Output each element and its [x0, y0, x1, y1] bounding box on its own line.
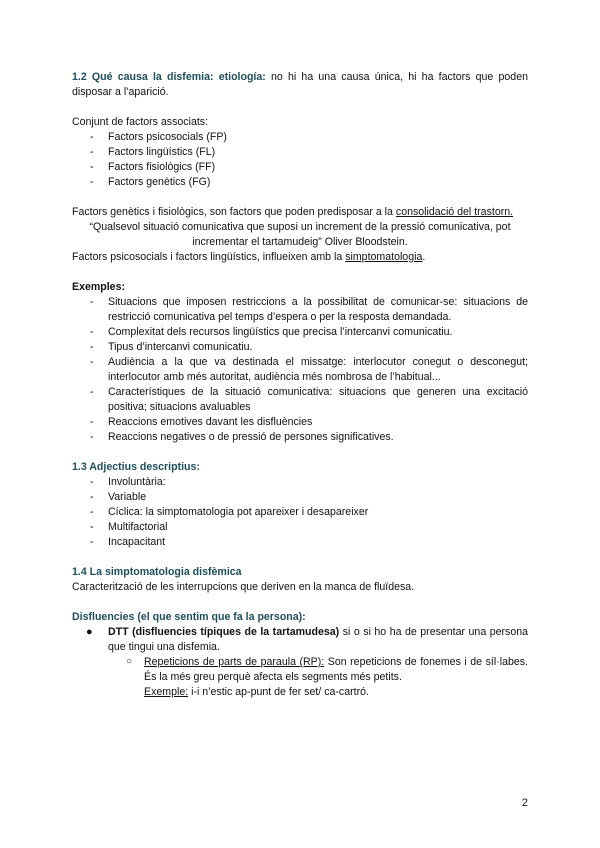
section-1-2 — [72, 70, 528, 100]
list-item: - Factors lingüístics (FL) — [72, 145, 528, 160]
section-1-2-text: no hi ha una causa única, hi ha factors que poden disposar a l’aparició. — [72, 71, 528, 98]
adjectives-list — [72, 475, 528, 550]
section-1-4-heading: 1.4 La simptomatologia disfèmica — [72, 566, 242, 578]
list-item: - Cíclica: la simptomatologia pot apareixer i desapareixer — [72, 505, 528, 520]
list-item: - Característiques de la situació comunicativa: situacions que generen una excitació positiva; situacions avaluables — [72, 385, 528, 415]
genetic-underlined-term: consolidació del trastorn. — [395, 206, 514, 218]
quote-line-2: incrementar el tartamudeig” Oliver Bloodstein. — [192, 236, 408, 248]
list-item: - Factors genètics (FG) — [72, 175, 528, 190]
rp-term: Repeticions de parts de paraula (RP): — [144, 656, 325, 668]
examples-title: Exemples: — [72, 281, 125, 293]
list-item: - Complexitat dels recursos lingüístics que precisa l’intercanvi comunicatiu. — [72, 325, 528, 340]
example-label: Exemple: — [144, 686, 189, 698]
dtt-bullet — [72, 625, 528, 655]
rp-subbullet — [72, 655, 528, 685]
disfluencies-heading: Disfluencies (el que sentim que fa la persona): — [72, 611, 306, 623]
psychosocial-text: Factors psicosocials i factors lingüístics, influeixen amb la — [72, 251, 343, 263]
psychosocial-paragraph — [72, 250, 528, 265]
quote-line-1: “Qualsevol situació comunicativa que suposi un increment de la pressió comunicativa, pot — [89, 221, 511, 233]
genetic-text: Factors genètics i fisiològics, son factors que poden predisposar a la — [72, 206, 393, 218]
bullet-icon: ● — [86, 626, 93, 638]
factors-intro: Conjunt de factors associats: — [72, 116, 209, 128]
list-item: - Reaccions emotives davant les disfluències — [72, 415, 528, 430]
dtt-text: si o si ho ha de presentar una persona que tingui una disfemia. — [108, 626, 528, 653]
dtt-term: DTT (disfluencies típiques de la tartamudesa) — [108, 626, 340, 638]
list-item: - Variable — [72, 490, 528, 505]
list-item: - Involuntària: — [72, 475, 528, 490]
list-item: - Factors psicosocials (FP) — [72, 130, 528, 145]
list-item: - Situacions que imposen restriccions a la possibilitat de comunicar-se: situacions de restricció comunicativa pel temps d’espera o per la resposta demandada. — [72, 295, 528, 325]
rp-text: Son repeticions de fonemes i de síl·labes. És la més greu perquè afecta els segments més petits. — [144, 656, 529, 683]
list-item: - Multifactorial — [72, 520, 528, 535]
psychosocial-end: . — [422, 251, 426, 263]
genetic-paragraph — [72, 205, 528, 220]
list-item: - Factors fisiològics (FF) — [72, 160, 528, 175]
example-text: i-i n’estic ap-punt de fer set/ ca-cartró. — [191, 686, 369, 698]
examples-list — [72, 295, 528, 445]
document-page — [72, 70, 528, 700]
psychosocial-underlined-term: simptomatologia — [345, 251, 423, 263]
list-item: - Incapacitant — [72, 535, 528, 550]
circle-bullet-icon: ○ — [126, 656, 133, 667]
section-1-3-heading: 1.3 Adjectius descriptius: — [72, 461, 200, 473]
section-1-2-heading: 1.2 Qué causa la disfemia: etiología: — [72, 71, 266, 83]
list-item: - Tipus d’intercanvi comunicatiu. — [72, 340, 528, 355]
list-item: - Reaccions negatives o de pressió de persones significatives. — [72, 430, 528, 445]
list-item: - Audiència a la que va destinada el missatge: interlocutor conegut o desconegut; interlocutor amb més autoritat, audiència més nombrosa de l’habitual... — [72, 355, 528, 385]
section-1-4-text: Caracterització de les interrupcions que deriven en la manca de fluïdesa. — [72, 581, 415, 593]
rp-example — [72, 685, 528, 700]
page-number: 2 — [521, 797, 528, 809]
factors-list — [72, 130, 528, 190]
